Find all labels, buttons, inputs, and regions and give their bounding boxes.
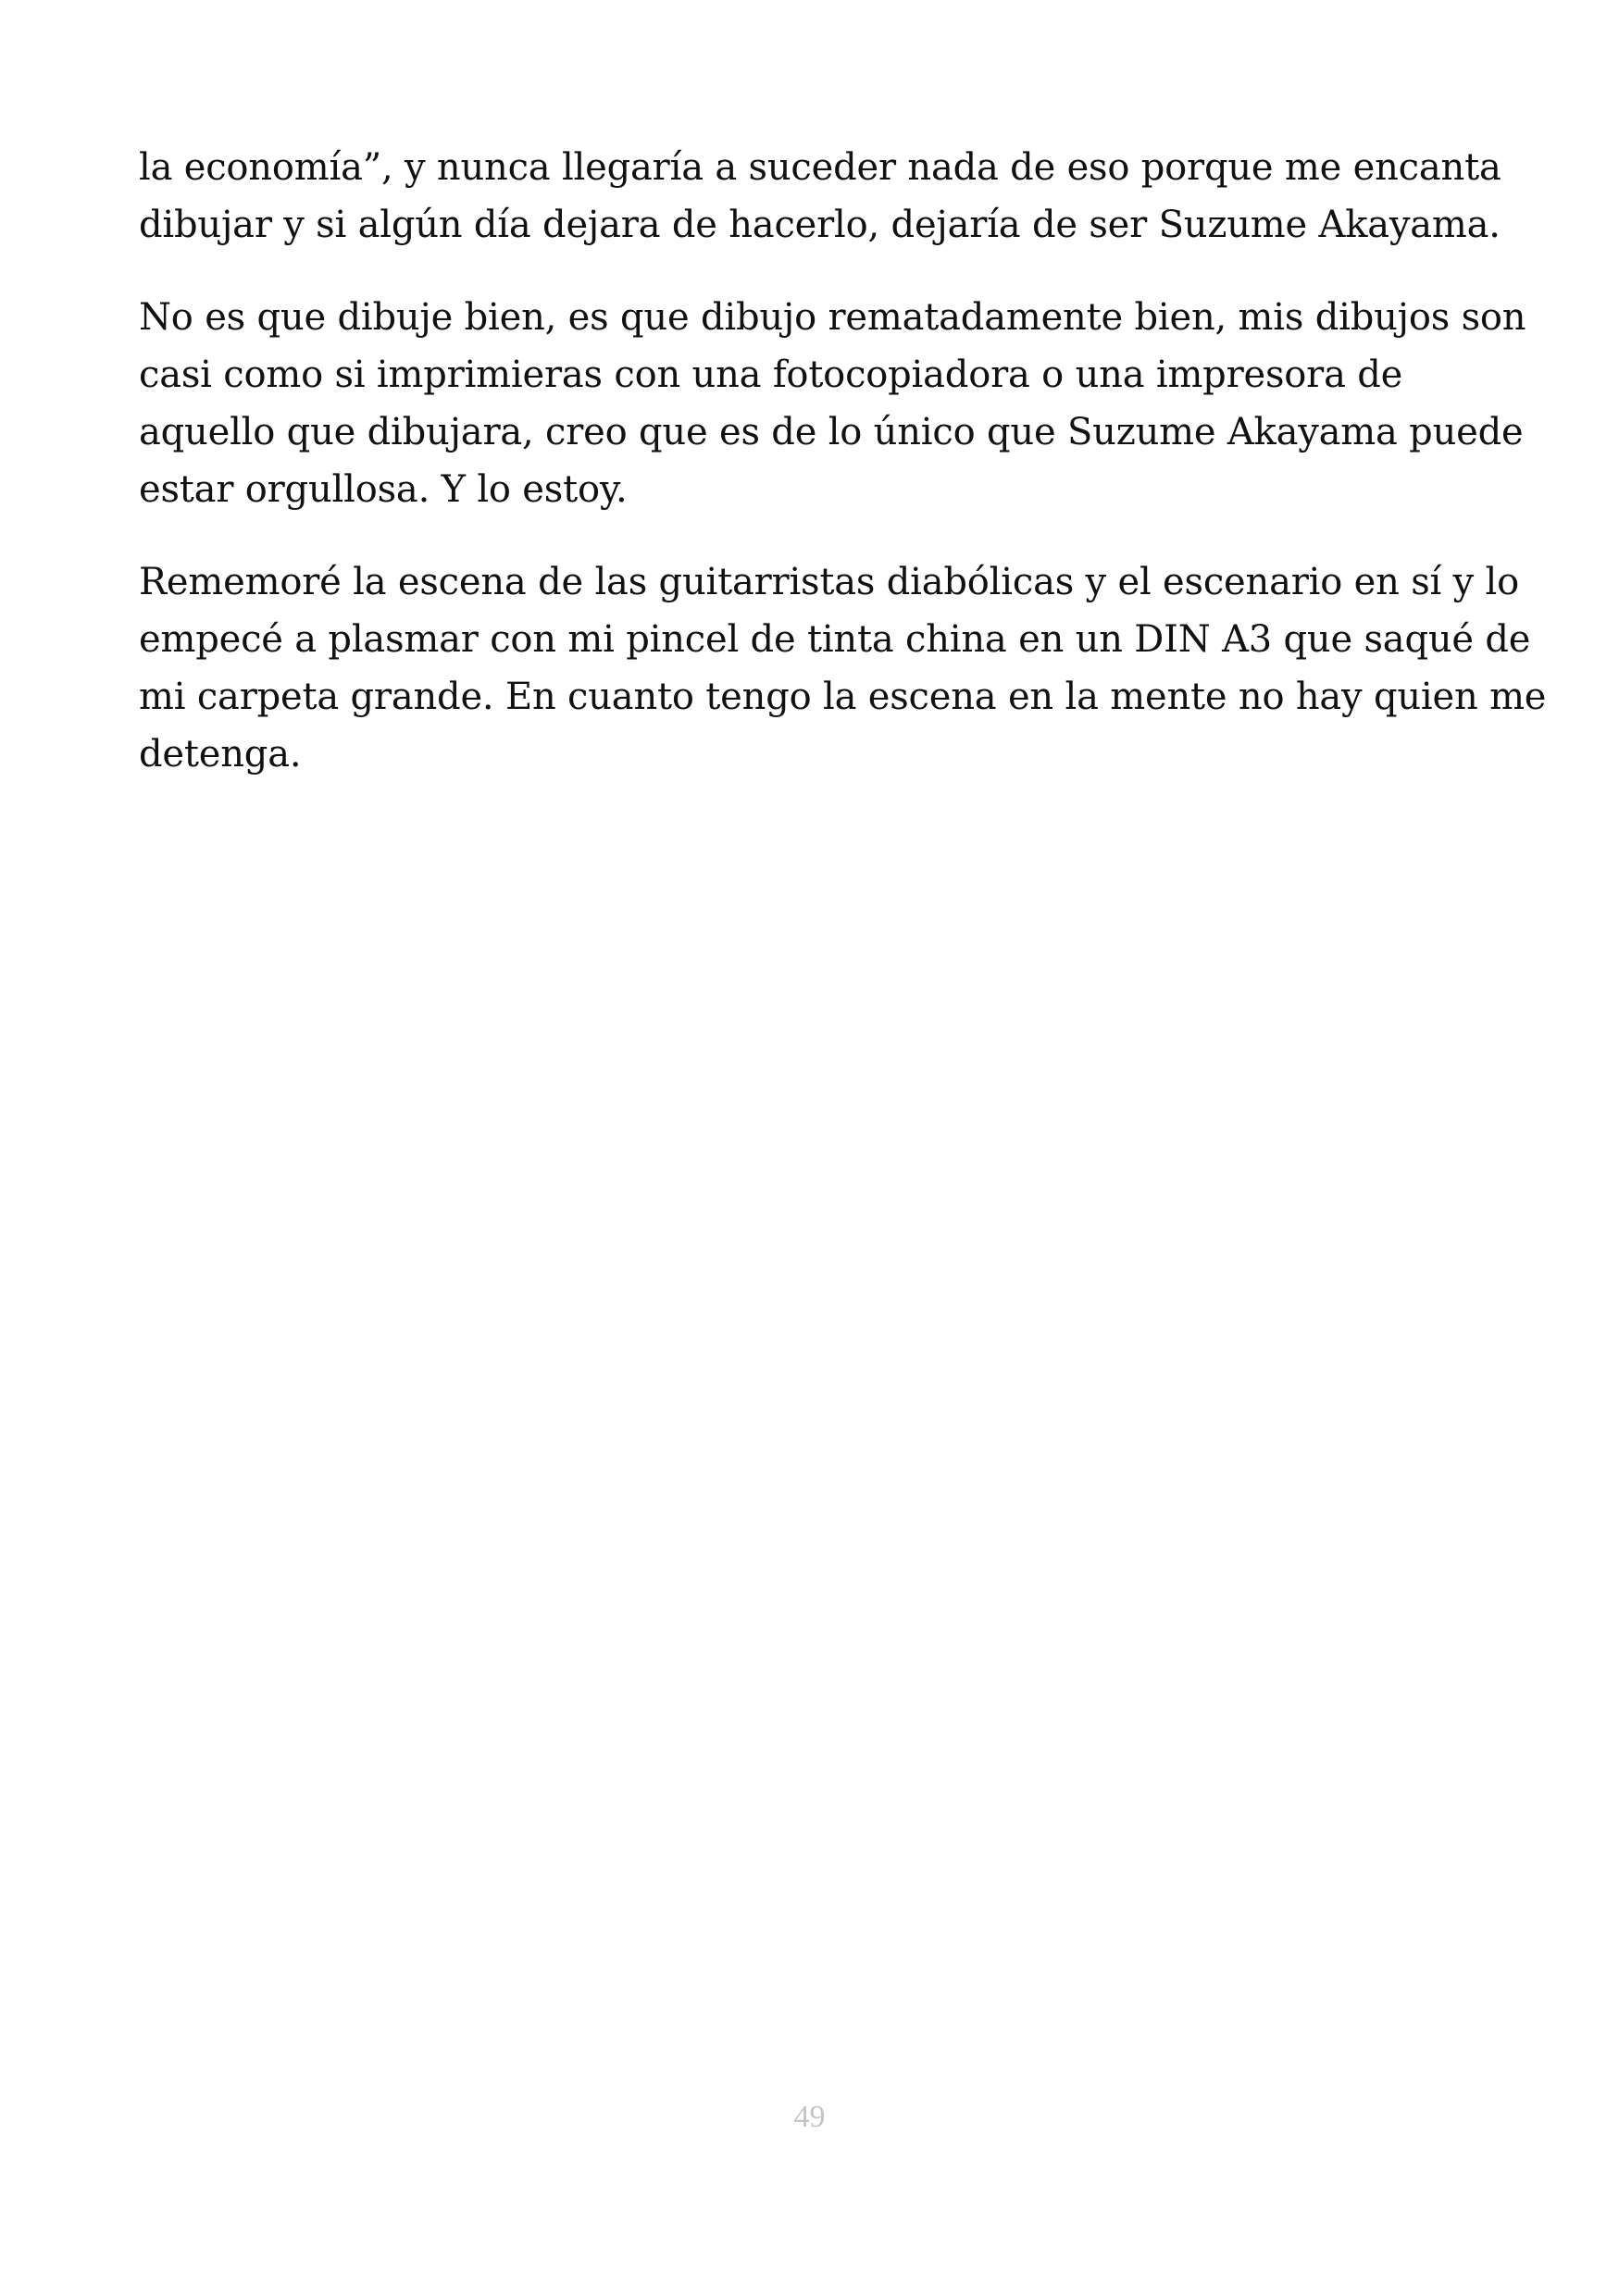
text-line: aquello que dibujara, creo que es de lo único que Suzume Akayama puede [139,411,1524,453]
paragraph-3 [139,553,1547,783]
text-line: la economía”, y nunca llegaría a suceder nada de eso porque me encanta [139,146,1501,189]
text-line: detenga. [139,733,302,776]
text-line: No es que dibuje bien, es que dibujo rematadamente bien, mis dibujos son [139,296,1526,339]
text-line: mi carpeta grande. En cuanto tengo la escena en la mente no hay quien me [139,676,1547,718]
paragraph-1 [139,139,1509,254]
text-line: casi como si imprimieras con una fotocopiadora o una impresora de [139,354,1403,396]
page-number: 49 [793,2100,826,2134]
text-line: empecé a plasmar con mi pincel de tinta china en un DIN A3 que saqué de [139,618,1531,661]
text-line: estar orgullosa. Y lo estoy. [139,468,628,511]
paragraph-2 [139,289,1526,518]
text-line: Rememoré la escena de las guitarristas diabólicas y el escenario en sí y lo [139,561,1520,603]
text-line: dibujar y si algún día dejara de hacerlo, dejaría de ser Suzume Akayama. [139,204,1501,246]
body-text [139,139,1547,818]
